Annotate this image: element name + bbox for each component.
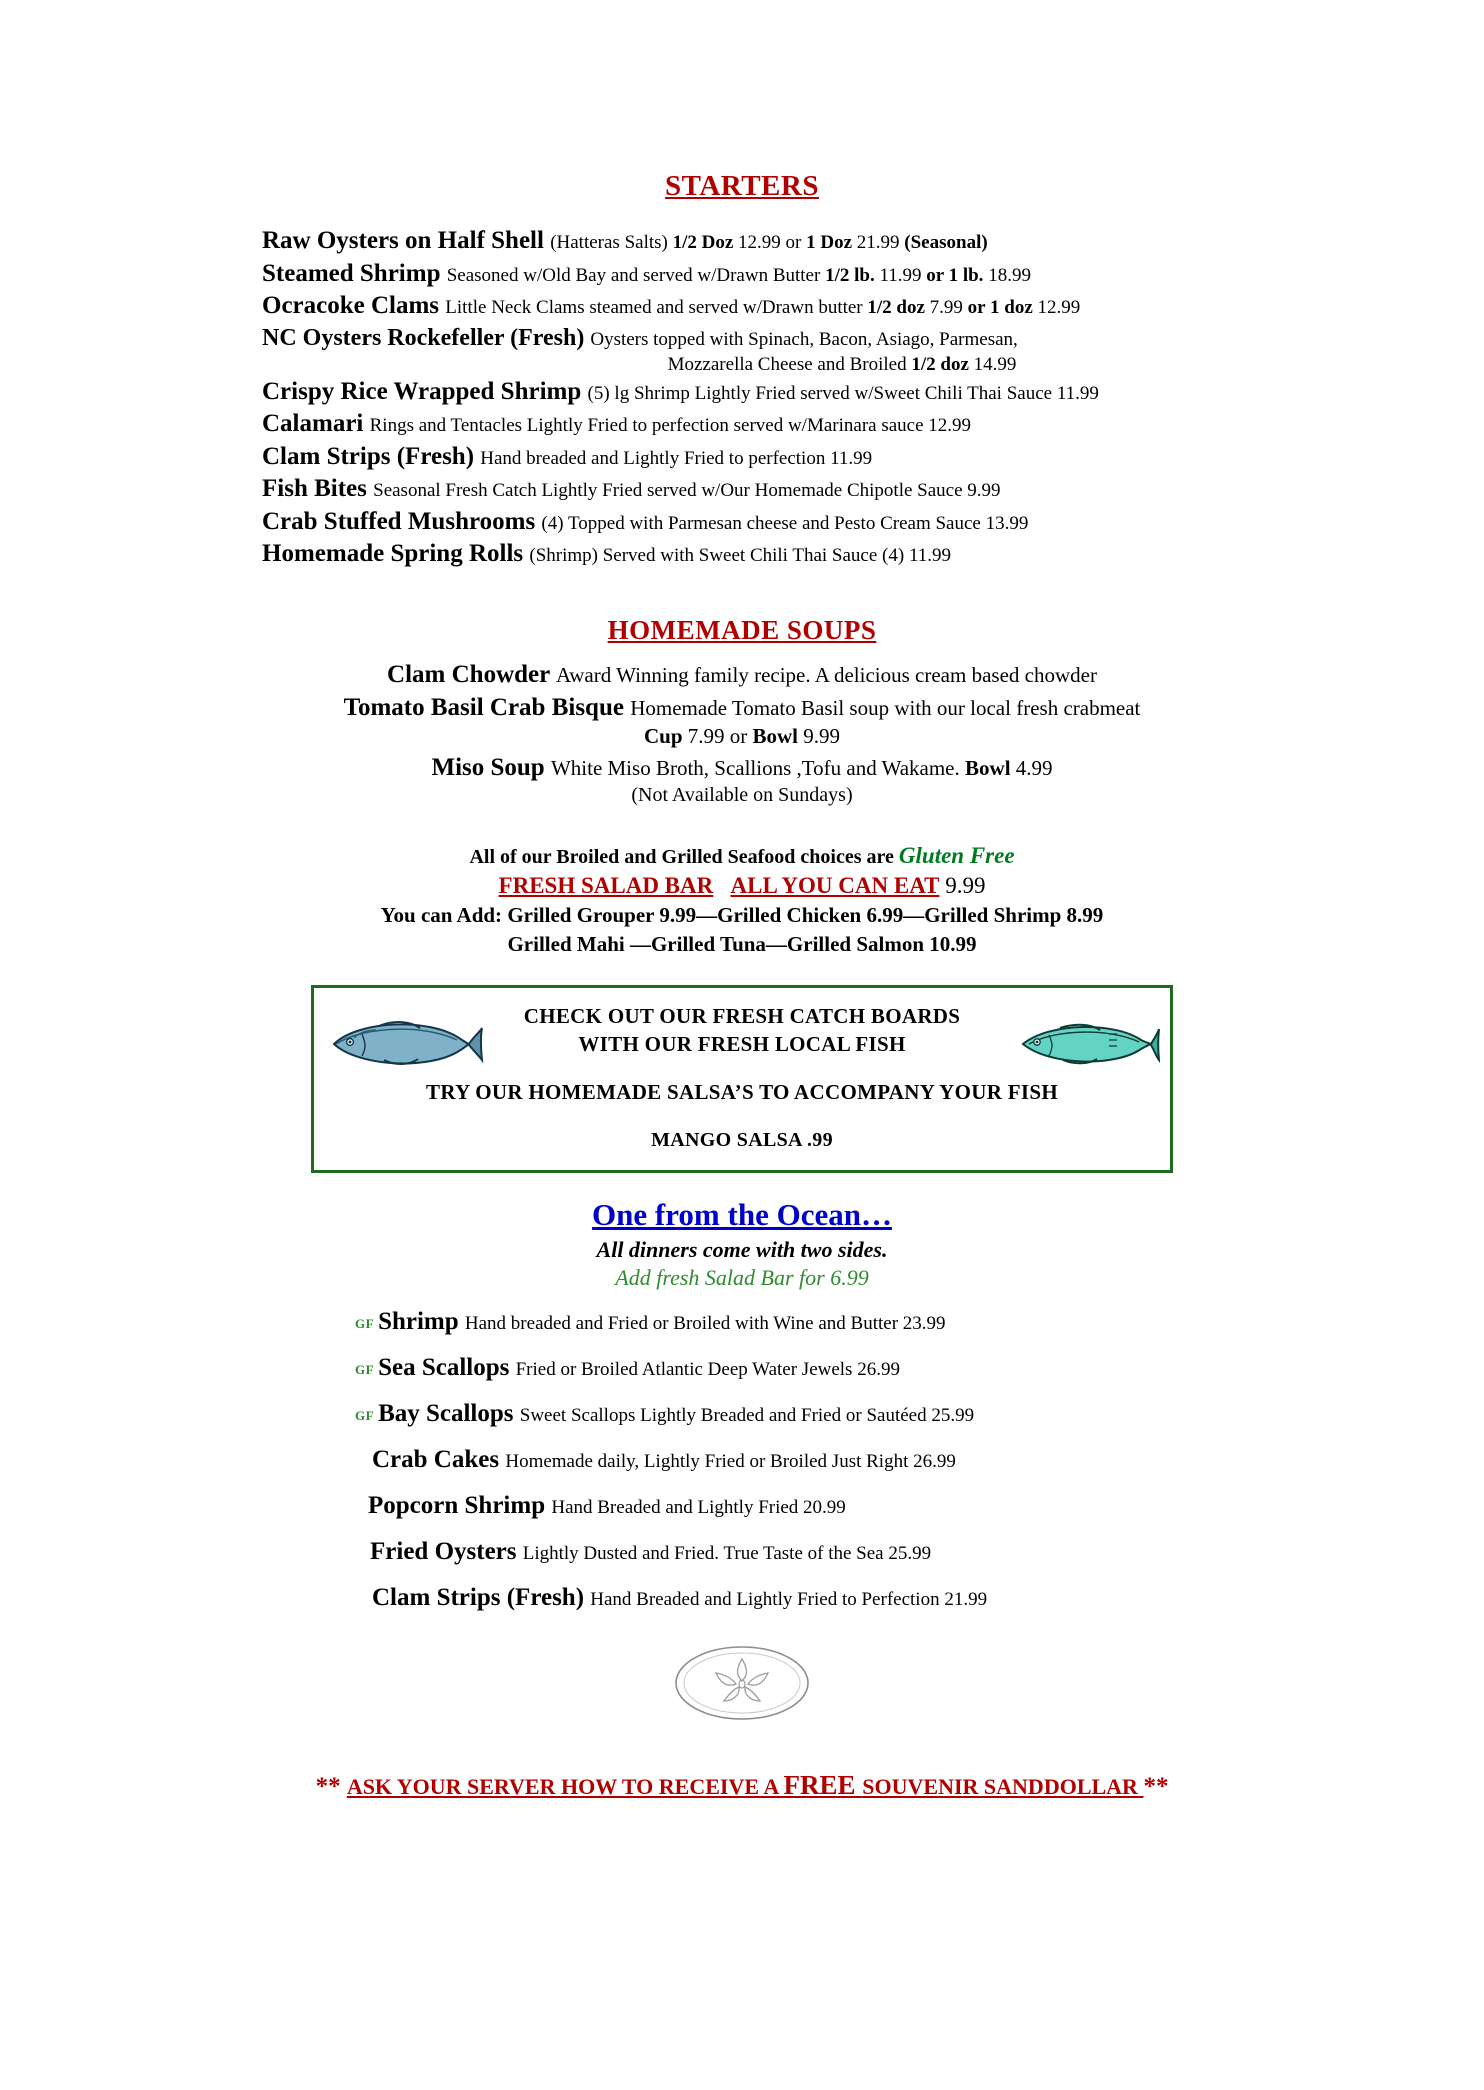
item-desc: Little Neck Clams steamed and served w/Drawn butter: [445, 297, 868, 318]
footer-text-a: ASK YOUR SERVER HOW TO RECEIVE A: [346, 1774, 784, 1800]
item-desc-cont: Mozzarella Cheese and Broiled: [667, 353, 912, 375]
item-seasonal-tag: (Seasonal): [904, 232, 988, 253]
item-price: 7.99: [924, 297, 968, 318]
item-name: Crab Cakes: [372, 1446, 506, 1474]
item-name: Clam Strips (Fresh): [262, 442, 481, 470]
fish-icon-left: [324, 1012, 484, 1077]
item-desc: Hand breaded and Fried or Broiled with Wine and Butter 23.99: [464, 1313, 946, 1335]
soup-prices: [0, 724, 1484, 749]
menu-item: [0, 290, 1484, 323]
ocean-subtitle: All dinners come with two sides.: [596, 1237, 888, 1263]
footer-note: [0, 1770, 1484, 1801]
item-name: Crispy Rice Wrapped Shrimp: [262, 377, 588, 405]
item-desc: (Shrimp) Served with Sweet Chili Thai Sauce (4) 11.99: [529, 545, 952, 567]
menu-item: [0, 473, 1484, 506]
soup-desc: White Miso Broth, Scallions ,Tofu and Wakame.: [550, 755, 966, 780]
footer-text-b: SOUVENIR SANDDOLLAR: [862, 1774, 1144, 1800]
menu-item: [0, 538, 1484, 571]
item-price: 12.99 or: [733, 232, 807, 253]
gluten-free-tag: GF: [355, 1362, 375, 1378]
menu-item: [0, 258, 1484, 291]
menu-item: [0, 1353, 1484, 1383]
item-name: Steamed Shrimp: [262, 259, 447, 287]
footer-stars-right: **: [1143, 1773, 1169, 1801]
soup-item: [0, 691, 1484, 724]
menu-item: [0, 1399, 1484, 1429]
item-price-2: 18.99: [983, 264, 1031, 286]
item-price-qty-2: 1 Doz: [806, 232, 853, 253]
gluten-free-accent: Gluten Free: [898, 842, 1015, 868]
catch-head-line-2: WITH OUR FRESH LOCAL FISH: [578, 1032, 906, 1057]
menu-page: [0, 170, 1484, 2090]
item-price-qty: 1/2 Doz: [667, 232, 734, 253]
menu-item: [0, 225, 1484, 258]
item-name: Fried Oysters: [370, 1538, 523, 1566]
menu-item: [0, 1537, 1484, 1567]
menu-item: [0, 1583, 1484, 1613]
soup-item: [0, 658, 1484, 691]
gluten-free-tag: GF: [355, 1316, 375, 1332]
cup-label: Cup: [643, 723, 683, 748]
salad-addons-line-2: [0, 932, 1484, 957]
bowl-price: 4.99: [1010, 755, 1053, 780]
menu-item: [0, 1307, 1484, 1337]
soup-desc: Award Winning family recipe. A delicious cream based chowder: [556, 662, 1097, 687]
starters-heading: STARTERS: [665, 170, 819, 202]
catch-head-line-1: CHECK OUT OUR FRESH CATCH BOARDS: [523, 1003, 961, 1028]
item-desc: Hand breaded and Lightly Fried to perfection 11.99: [480, 447, 873, 469]
menu-item: [0, 1445, 1484, 1475]
item-name: Clam Strips (Fresh): [372, 1584, 591, 1612]
item-price: 11.99: [874, 264, 927, 286]
soup-availability-note: (Not Available on Sundays): [631, 783, 853, 806]
item-desc: Sweet Scallops Lightly Breaded and Fried or Sautéed 25.99: [519, 1405, 975, 1427]
item-name: Crab Stuffed Mushrooms: [262, 507, 542, 535]
item-name: Popcorn Shrimp: [368, 1492, 552, 1520]
addons-prefix: You can Add:: [380, 902, 508, 927]
item-desc: Seasonal Fresh Catch Lightly Fried served w/Our Homemade Chipotle Sauce 9.99: [373, 480, 1001, 502]
item-price-qty: 1/2 doz: [911, 353, 969, 375]
fish-icon-right: [1005, 1016, 1160, 1077]
item-price-qty: 1/2 doz: [867, 297, 925, 318]
gluten-free-text: All of our Broiled and Grilled Seafood choices are: [469, 845, 899, 868]
menu-item: [0, 408, 1484, 441]
soups-list: [0, 658, 1484, 807]
item-desc: Fried or Broiled Atlantic Deep Water Jewels 26.99: [515, 1359, 900, 1381]
soup-item: [0, 751, 1484, 784]
ocean-items-list: [0, 1307, 1484, 1613]
menu-item: [0, 441, 1484, 474]
item-name: NC Oysters Rockefeller (Fresh): [262, 324, 591, 351]
menu-item: [0, 376, 1484, 409]
item-desc: Homemade daily, Lightly Fried or Broiled Just Right 26.99: [505, 1451, 956, 1473]
ocean-heading: One from the Ocean…: [592, 1197, 892, 1233]
cup-price: 7.99 or: [682, 723, 753, 748]
item-name: Fish Bites: [262, 475, 374, 503]
footer-free: FREE: [783, 1770, 863, 1801]
menu-item-continuation: [0, 354, 1484, 376]
soups-heading: HOMEMADE SOUPS: [607, 614, 877, 645]
item-desc: (Hatteras Salts): [550, 232, 668, 253]
menu-item: [0, 323, 1484, 354]
menu-item: [0, 1491, 1484, 1521]
item-name: Ocracoke Clams: [262, 292, 446, 319]
item-desc: Hand Breaded and Lightly Fried 20.99: [551, 1497, 846, 1519]
item-desc: Hand Breaded and Lightly Fried to Perfection 21.99: [590, 1589, 988, 1611]
item-name: Homemade Spring Rolls: [262, 540, 530, 568]
footer-stars-left: **: [315, 1773, 347, 1801]
ocean-salad-addon: Add fresh Salad Bar for 6.99: [615, 1265, 869, 1291]
item-name: Sea Scallops: [378, 1354, 516, 1382]
all-you-can-eat-label: ALL YOU CAN EAT: [730, 872, 940, 898]
bowl-label: Bowl: [752, 723, 799, 748]
item-price-qty-2: or 1 lb.: [926, 264, 984, 286]
fresh-catch-box: [311, 985, 1173, 1174]
sanddollar-illustration-wrap: [0, 1643, 1484, 1728]
item-desc: (4) Topped with Parmesan cheese and Pesto Cream Sauce 13.99: [541, 512, 1029, 534]
item-name: Calamari: [262, 410, 370, 438]
bowl-price: 9.99: [798, 723, 841, 748]
item-desc: Lightly Dusted and Fried. True Taste of the Sea 25.99: [522, 1543, 932, 1565]
salad-bar-line: [0, 873, 1484, 899]
item-name: Bay Scallops: [378, 1400, 520, 1428]
gluten-free-block: [0, 843, 1484, 957]
item-price-2: 21.99: [852, 232, 905, 253]
item-name: Raw Oysters on Half Shell: [262, 227, 551, 254]
gluten-free-tag: GF: [355, 1408, 375, 1424]
item-desc: Rings and Tentacles Lightly Fried to perfection served w/Marinara sauce 12.99: [369, 415, 972, 437]
soup-name: Tomato Basil Crab Bisque: [343, 693, 631, 721]
catch-box-salsa-note: TRY OUR HOMEMADE SALSA’S TO ACCOMPANY YOUR FISH: [426, 1080, 1058, 1105]
bowl-label: Bowl: [965, 755, 1011, 780]
addons-items-2: Grilled Mahi —Grilled Tuna—Grilled Salmon 10.99: [507, 931, 977, 956]
sanddollar-icon: [672, 1643, 812, 1723]
salad-bar-price: 9.99: [939, 872, 986, 898]
item-price-qty-2: or 1 doz: [967, 297, 1033, 318]
menu-item: [0, 506, 1484, 539]
item-price-2: 12.99: [1032, 297, 1081, 318]
item-desc: Seasoned w/Old Bay and served w/Drawn Butter: [446, 264, 826, 286]
salad-addons-line-1: [0, 903, 1484, 928]
addons-items-1: Grilled Grouper 9.99—Grilled Chicken 6.99—Grilled Shrimp 8.99: [507, 902, 1104, 927]
soup-name: Miso Soup: [431, 753, 551, 781]
catch-box-mango-salsa: MANGO SALSA .99: [651, 1129, 833, 1152]
item-price-qty: 1/2 lb.: [825, 264, 875, 286]
item-name: Shrimp: [378, 1308, 465, 1336]
soup-desc: Homemade Tomato Basil soup with our local fresh crabmeat: [630, 695, 1141, 720]
gluten-free-line: [0, 843, 1484, 869]
item-desc: (5) lg Shrimp Lightly Fried served w/Sweet Chili Thai Sauce 11.99: [587, 382, 1099, 404]
item-price: 14.99: [968, 353, 1017, 375]
salad-bar-label: FRESH SALAD BAR: [498, 872, 714, 898]
soup-name: Clam Chowder: [387, 660, 557, 688]
item-desc: Oysters topped with Spinach, Bacon, Asiago, Parmesan,: [590, 328, 1018, 350]
starters-list: [0, 225, 1484, 571]
